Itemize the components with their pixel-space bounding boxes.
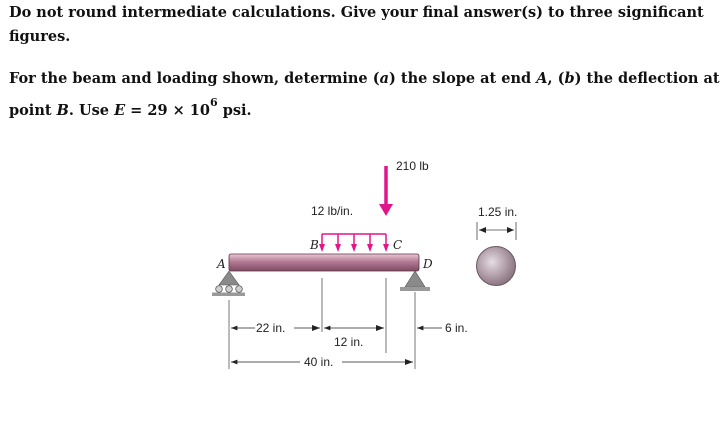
dimension-12 — [324, 325, 384, 331]
section-dimension — [477, 222, 516, 240]
label-a: A — [217, 257, 226, 271]
label-c: C — [393, 238, 403, 252]
label-d: D — [423, 257, 433, 271]
instruction-line-2: figures. — [9, 28, 71, 45]
point-load-arrow — [379, 166, 393, 216]
question-line-2: point B. Use $E = 29 \times 10^6$ psi. — [9, 96, 252, 119]
pin-support-d — [400, 271, 430, 291]
instruction-line-1: Do not round intermediate calculations. Give your final answer(s) to three significant — [9, 4, 704, 21]
dimension-22-label: 22 in. — [256, 321, 286, 335]
dimension-6-label: 6 in. — [445, 321, 468, 335]
point-load-label: 210 lb — [396, 159, 429, 173]
label-b: B — [310, 238, 319, 252]
section-diameter-label: 1.25 in. — [478, 205, 518, 219]
dimension-12-label: 12 in. — [334, 335, 364, 349]
roller-support-a — [212, 271, 245, 296]
beam — [229, 254, 419, 271]
dimension-40-label: 40 in. — [304, 355, 334, 369]
distributed-load-label: 12 lb/in. — [311, 204, 354, 218]
circular-cross-section — [477, 247, 516, 286]
distributed-load-arrows — [319, 234, 389, 252]
question-line-1: For the beam and loading shown, determine (a) the slope at end A, (b) the deflection at — [9, 70, 720, 87]
